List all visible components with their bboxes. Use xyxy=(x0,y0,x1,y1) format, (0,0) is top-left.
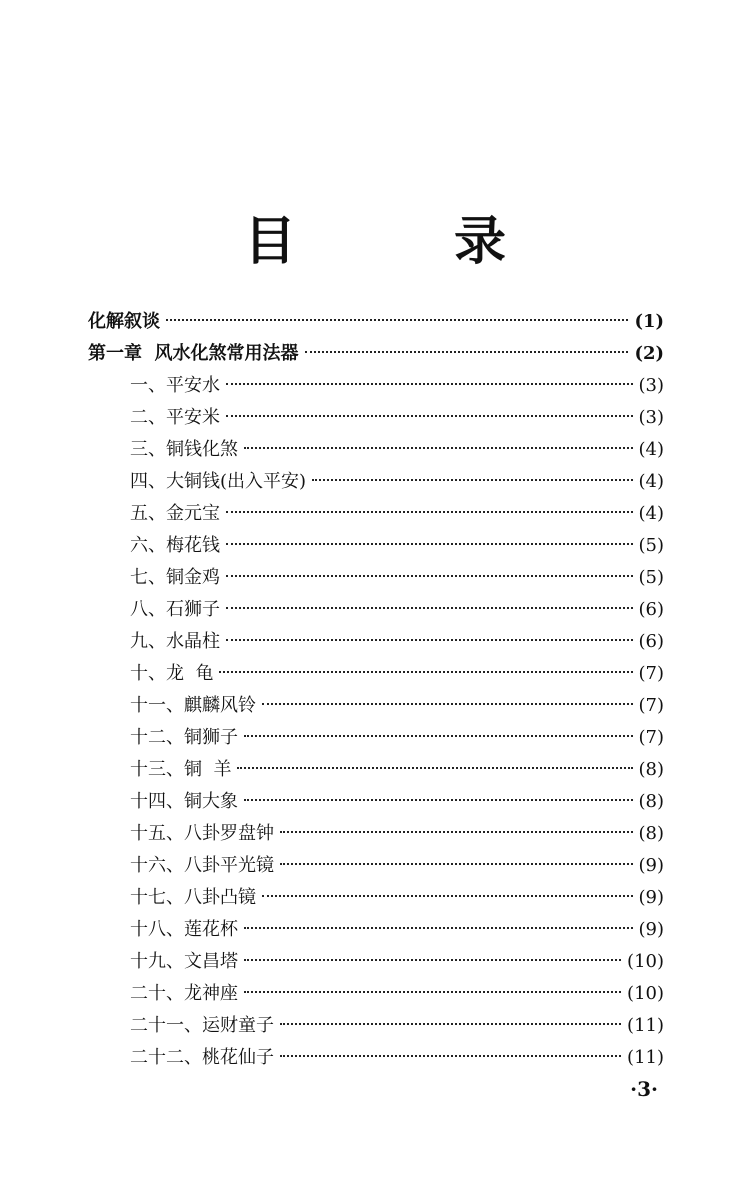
toc-entry xyxy=(88,690,664,722)
toc-entry-label: 十一、麒麟风铃 xyxy=(130,695,256,716)
toc-entry xyxy=(88,978,664,1010)
toc-entry-label: 十、龙 龟 xyxy=(130,663,214,684)
toc-entry-label: 四、大铜钱(出入平安) xyxy=(130,471,307,492)
dot-leader xyxy=(166,318,628,321)
toc-entry xyxy=(88,626,664,658)
toc-entry-label: 二、平安米 xyxy=(130,407,220,428)
toc-entry-page: (3) xyxy=(638,407,664,428)
toc-entry-label: 二十二、桃花仙子 xyxy=(130,1047,274,1068)
toc-entry-label: 六、梅花钱 xyxy=(130,535,220,556)
dot-leader xyxy=(244,990,621,993)
toc-entry xyxy=(88,882,664,914)
toc-entry-page: (9) xyxy=(638,855,664,876)
toc-entry-label: 十五、八卦罗盘钟 xyxy=(130,823,274,844)
toc-entry-label: 十九、文昌塔 xyxy=(130,951,238,972)
toc-entry-label: 七、铜金鸡 xyxy=(130,567,220,588)
toc-entry-page: (1) xyxy=(634,311,664,332)
toc-entry xyxy=(88,498,664,530)
toc-entry xyxy=(88,658,664,690)
toc-entry-label: 二十、龙神座 xyxy=(130,983,238,1004)
toc-entry-label: 三、铜钱化煞 xyxy=(130,439,238,460)
toc-entry-label: 化解叙谈 xyxy=(88,311,160,332)
toc-entry xyxy=(88,914,664,946)
dot-leader xyxy=(244,446,633,449)
toc-entry-label: 十四、铜大象 xyxy=(130,791,238,812)
toc-entry xyxy=(88,562,664,594)
toc-entry xyxy=(88,466,664,498)
toc-entry-page: (6) xyxy=(638,631,664,652)
toc-entry-page: (4) xyxy=(638,439,664,460)
page-number: ·3· xyxy=(630,1077,658,1101)
toc-entry xyxy=(88,594,664,626)
toc-entry-page: (10) xyxy=(627,951,664,972)
toc-entry-page: (7) xyxy=(638,727,664,748)
toc-entry-page: (7) xyxy=(638,663,664,684)
dot-leader xyxy=(280,830,633,833)
dot-leader xyxy=(226,606,633,609)
toc-entry xyxy=(88,722,664,754)
toc-entry-page: (9) xyxy=(638,887,664,908)
toc-entry-page: (5) xyxy=(638,535,664,556)
toc-entry xyxy=(88,850,664,882)
dot-leader xyxy=(280,1054,621,1057)
toc-entry xyxy=(88,818,664,850)
dot-leader xyxy=(226,638,633,641)
toc-entry xyxy=(88,370,664,402)
toc-entry-page: (5) xyxy=(638,567,664,588)
toc-entry-page: (10) xyxy=(627,983,664,1004)
toc-entry-page: (11) xyxy=(627,1015,664,1036)
toc-entry-page: (11) xyxy=(627,1047,664,1068)
dot-leader xyxy=(219,670,632,673)
table-of-contents xyxy=(88,306,664,1074)
toc-entry xyxy=(88,530,664,562)
toc-entry xyxy=(88,786,664,818)
dot-leader xyxy=(280,862,633,865)
toc-entry-label: 一、平安水 xyxy=(130,375,220,396)
toc-entry xyxy=(88,754,664,786)
toc-entry-page: (3) xyxy=(638,375,664,396)
toc-entry xyxy=(88,1010,664,1042)
toc-entry-label: 十七、八卦凸镜 xyxy=(130,887,256,908)
dot-leader xyxy=(237,766,632,769)
dot-leader xyxy=(280,1022,621,1025)
dot-leader xyxy=(305,350,629,353)
toc-entry-page: (8) xyxy=(638,791,664,812)
toc-entry-page: (6) xyxy=(638,599,664,620)
toc-entry xyxy=(88,306,664,338)
toc-entry-label: 五、金元宝 xyxy=(130,503,220,524)
toc-entry-page: (4) xyxy=(638,471,664,492)
toc-entry-page: (8) xyxy=(638,823,664,844)
toc-entry-label: 二十一、运财童子 xyxy=(130,1015,274,1036)
dot-leader xyxy=(226,574,633,577)
toc-entry xyxy=(88,402,664,434)
toc-entry-page: (7) xyxy=(638,695,664,716)
dot-leader xyxy=(226,414,633,417)
toc-entry-page: (8) xyxy=(638,759,664,780)
toc-entry-page: (9) xyxy=(638,919,664,940)
toc-entry-label: 十八、莲花杯 xyxy=(130,919,238,940)
dot-leader xyxy=(226,510,633,513)
dot-leader xyxy=(262,702,633,705)
page-title: 目 录 xyxy=(243,211,577,272)
dot-leader xyxy=(262,894,633,897)
dot-leader xyxy=(244,798,633,801)
toc-entry-label: 九、水晶柱 xyxy=(130,631,220,652)
dot-leader xyxy=(226,382,633,385)
toc-entry-label: 十六、八卦平光镜 xyxy=(130,855,274,876)
toc-entry-page: (4) xyxy=(638,503,664,524)
dot-leader xyxy=(312,478,632,481)
dot-leader xyxy=(244,734,633,737)
toc-entry-label: 八、石狮子 xyxy=(130,599,220,620)
toc-entry-label: 十二、铜狮子 xyxy=(130,727,238,748)
toc-entry-label: 十三、铜 羊 xyxy=(130,759,232,780)
toc-entry xyxy=(88,946,664,978)
toc-entry-page: (2) xyxy=(634,343,664,364)
toc-entry xyxy=(88,1042,664,1074)
dot-leader xyxy=(244,958,621,961)
toc-entry-label: 第一章 风水化煞常用法器 xyxy=(88,343,299,364)
dot-leader xyxy=(244,926,633,929)
toc-entry xyxy=(88,434,664,466)
dot-leader xyxy=(226,542,633,545)
toc-entry xyxy=(88,338,664,370)
